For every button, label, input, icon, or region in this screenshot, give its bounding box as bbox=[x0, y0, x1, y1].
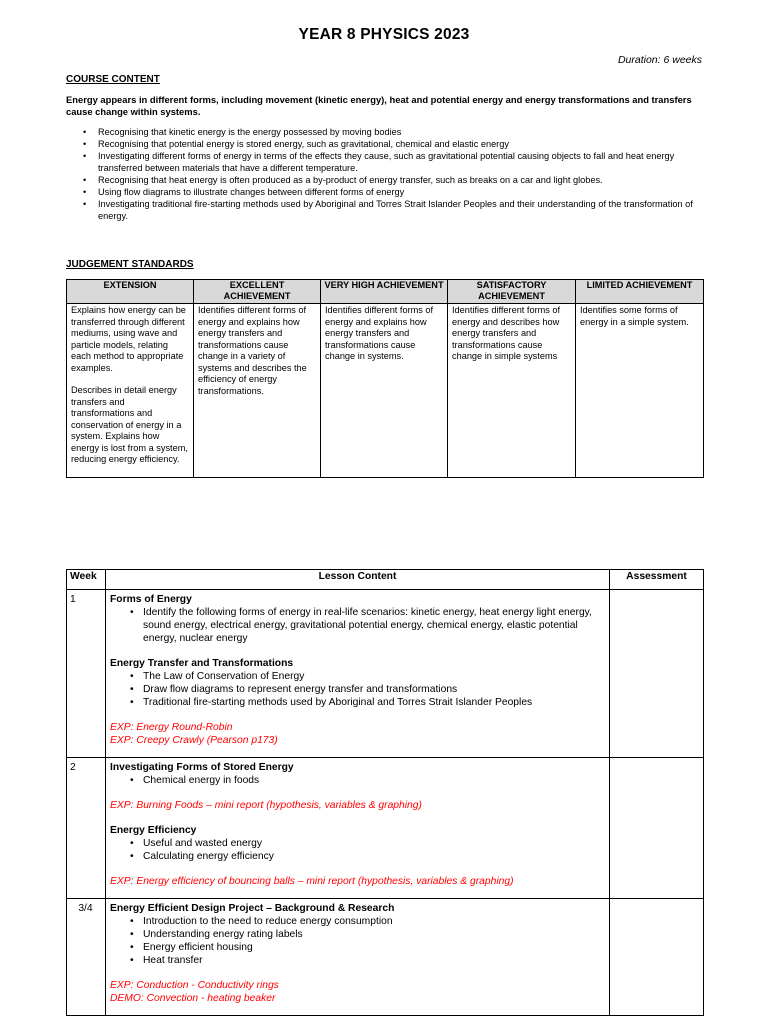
lesson-content-header: Lesson Content bbox=[106, 570, 610, 590]
lesson-block bbox=[110, 593, 605, 645]
list-item: • Introduction to the need to reduce energy consumption bbox=[110, 915, 605, 928]
list-item: • Draw flow diagrams to represent energy transfer and transformations bbox=[110, 683, 605, 696]
list-item: • Investigating different forms of energy in terms of the effects they cause, such as gravitational potential causing objects to fall and heat energy transferred between materials that have a different temperature. bbox=[66, 150, 706, 174]
lesson-content-cell bbox=[106, 590, 610, 758]
lesson-content-cell bbox=[106, 758, 610, 899]
course-content-heading: COURSE CONTENT bbox=[66, 74, 160, 85]
column-header-very-high: VERY HIGH ACHIEVEMENT bbox=[321, 280, 448, 304]
lesson-block-title: Energy Efficiency bbox=[110, 825, 197, 836]
lesson-block-title: Energy Transfer and Transformations bbox=[110, 658, 294, 669]
list-item: • Energy efficient housing bbox=[110, 941, 605, 954]
column-header-extension: EXTENSION bbox=[67, 280, 194, 304]
excellent-cell: Identifies different forms of energy and explains how energy transfers and transformations cause change in a variety of systems and describes the efficiency of energy transformations. bbox=[194, 304, 321, 478]
list-item: • Chemical energy in foods bbox=[110, 774, 605, 787]
lesson-block-title: Energy Efficient Design Project – Background & Research bbox=[110, 903, 395, 914]
lesson-block-title: Forms of Energy bbox=[110, 594, 192, 605]
column-header-limited: LIMITED ACHIEVEMENT bbox=[576, 280, 704, 304]
experiment-label: EXP: Energy Round-Robin bbox=[110, 722, 233, 733]
table-row bbox=[67, 590, 704, 758]
list-item: • Recognising that kinetic energy is the energy possessed by moving bodies bbox=[66, 126, 706, 138]
list-item: • Traditional fire-starting methods used by Aboriginal and Torres Strait Islander Peoples bbox=[110, 696, 605, 709]
assessment-cell bbox=[610, 758, 704, 899]
week-cell: 1 bbox=[67, 590, 106, 758]
duration-label: Duration: 6 weeks bbox=[617, 54, 702, 66]
list-item: • The Law of Conservation of Energy bbox=[110, 670, 605, 683]
assessment-header: Assessment bbox=[610, 570, 704, 590]
assessment-cell bbox=[610, 899, 704, 1016]
list-item: • Investigating traditional fire-starting methods used by Aboriginal and Torres Strait Islander Peoples and their understanding of the transformation of energy. bbox=[66, 198, 706, 222]
experiment-label: EXP: Energy efficiency of bouncing balls – mini report (hypothesis, variables & graphing) bbox=[110, 876, 514, 887]
table-row bbox=[67, 758, 704, 899]
lesson-content-cell bbox=[106, 899, 610, 1016]
list-item: • Understanding energy rating labels bbox=[110, 928, 605, 941]
week-cell: 2 bbox=[67, 758, 106, 899]
extension-paragraph: Describes in detail energy transfers and transformations and conservation of energy in a system. Explains how energy is lost from a system, reducing energy efficiency. bbox=[71, 385, 188, 464]
extension-cell bbox=[67, 304, 194, 478]
lesson-block-title: Investigating Forms of Stored Energy bbox=[110, 762, 294, 773]
column-header-excellent: EXCELLENT ACHIEVEMENT bbox=[194, 280, 321, 304]
limited-cell: Identifies some forms of energy in a simple system. bbox=[576, 304, 704, 478]
course-content-list bbox=[66, 126, 706, 222]
list-item: • Recognising that heat energy is often produced as a by-product of energy transfer, such as breaks on a car and light globes. bbox=[66, 174, 706, 186]
experiment-label: EXP: Burning Foods – mini report (hypothesis, variables & graphing) bbox=[110, 800, 422, 811]
week-cell: 3/4 bbox=[67, 899, 106, 1016]
course-content-intro: Energy appears in different forms, including movement (kinetic energy), heat and potential energy and energy transformations and transfers cause change within systems. bbox=[66, 94, 692, 117]
satisfactory-cell: Identifies different forms of energy and describes how energy transfers and transformations cause change in simple systems bbox=[448, 304, 576, 478]
very-high-cell: Identifies different forms of energy and explains how energy transfers and transformations cause change in systems. bbox=[321, 304, 448, 478]
experiment-label: EXP: Creepy Crawly (Pearson p173) bbox=[110, 735, 278, 746]
list-item: • Using flow diagrams to illustrate changes between different forms of energy bbox=[66, 186, 706, 198]
extension-paragraph: Explains how energy can be transferred through different mediums, using wave and particle models, relating each method to appropriate examples. bbox=[71, 305, 186, 373]
week-header: Week bbox=[67, 570, 106, 590]
experiment-list bbox=[110, 979, 605, 1005]
assessment-cell bbox=[610, 590, 704, 758]
experiment-label: DEMO: Convection - heating beaker bbox=[110, 993, 276, 1004]
experiment-label: EXP: Conduction - Conductivity rings bbox=[110, 980, 279, 991]
table-row bbox=[67, 899, 704, 1016]
list-item: • Calculating energy efficiency bbox=[110, 850, 605, 863]
lesson-block bbox=[110, 657, 605, 709]
page-title: YEAR 8 PHYSICS 2023 bbox=[298, 26, 470, 43]
lesson-plan-table bbox=[66, 569, 704, 1016]
list-item: • Recognising that potential energy is stored energy, such as gravitational, chemical and elastic energy bbox=[66, 138, 706, 150]
list-item: • Heat transfer bbox=[110, 954, 605, 967]
judgement-standards-table bbox=[66, 279, 704, 478]
list-item: • Useful and wasted energy bbox=[110, 837, 605, 850]
judgement-standards-heading: JUDGEMENT STANDARDS bbox=[66, 259, 194, 270]
list-item: • Identify the following forms of energy in real-life scenarios: kinetic energy, heat energy light energy, sound energy, electrical energy, gravitational potential energy, chemical energy, elastic potential energy, nuclear energy bbox=[110, 606, 605, 645]
experiment-list bbox=[110, 721, 605, 747]
column-header-satisfactory: SATISFACTORY ACHIEVEMENT bbox=[448, 280, 576, 304]
